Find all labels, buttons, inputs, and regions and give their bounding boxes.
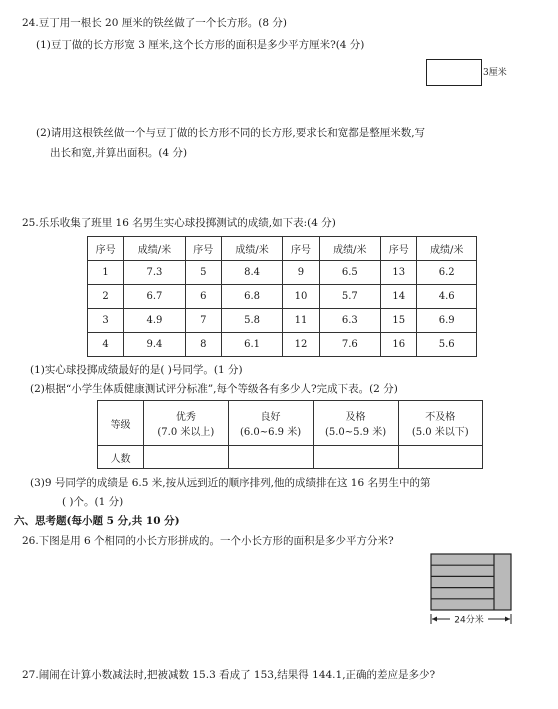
q24-part1: (1)豆丁做的长方形宽 3 厘米,这个长方形的面积是多少平方厘米?(4 分) — [36, 39, 365, 51]
table-cell: 4.6 — [417, 285, 477, 309]
table-cell: 3 — [88, 309, 124, 333]
grade-range: (5.0~5.9 米) — [324, 427, 387, 438]
grade-table — [97, 400, 483, 469]
q24-part2-line1: (2)请用这根铁丝做一个与豆丁做的长方形不同的长方形,要求长和宽都是整厘米数,写 — [36, 127, 426, 139]
section6-title: 六、思考题(每小题 5 分,共 10 分) — [14, 515, 180, 527]
grade-header-row — [98, 401, 483, 446]
q27-text: 27.闹闹在计算小数减法时,把被减数 15.3 看成了 153,结果得 144.1,正确的差应是多少? — [22, 669, 436, 681]
grade-name: 不及格 — [425, 412, 456, 423]
table-cell: 16 — [381, 333, 417, 357]
q24-title: 24.豆丁用一根长 20 厘米的铁丝做了一个长方形。(8 分) — [22, 17, 287, 29]
q25-part3-line2: ( )个。(1 分) — [62, 496, 124, 508]
grade-range: (7.0 米以上) — [157, 427, 215, 438]
grade-range: (6.0~6.9 米) — [239, 427, 302, 438]
count-input-fail[interactable] — [398, 446, 482, 469]
q26-dim-label: 24分米 — [454, 615, 484, 626]
table-cell: 11 — [283, 309, 319, 333]
table-header: 成绩/米 — [221, 237, 283, 261]
table-row — [88, 309, 477, 333]
table-cell: 2 — [88, 285, 124, 309]
grade-cell-excellent — [144, 401, 228, 446]
table-cell: 6 — [185, 285, 221, 309]
grade-name: 优秀 — [175, 412, 196, 423]
table-header: 序号 — [283, 237, 319, 261]
arrow-right-icon — [505, 617, 510, 622]
table-cell: 10 — [283, 285, 319, 309]
grade-cell-good — [228, 401, 313, 446]
table-cell: 15 — [381, 309, 417, 333]
table-cell: 6.1 — [221, 333, 283, 357]
count-row — [98, 446, 483, 469]
table-cell: 14 — [381, 285, 417, 309]
table-header: 成绩/米 — [417, 237, 477, 261]
table-header: 序号 — [381, 237, 417, 261]
table-cell: 12 — [283, 333, 319, 357]
table-cell: 5.7 — [319, 285, 381, 309]
score-table — [87, 236, 477, 357]
count-input-pass[interactable] — [313, 446, 398, 469]
table-cell: 8 — [185, 333, 221, 357]
table-cell: 9.4 — [124, 333, 186, 357]
grade-cell-pass — [313, 401, 398, 446]
grade-name: 及格 — [345, 412, 366, 423]
table-cell: 9 — [283, 261, 319, 285]
table-cell: 7.6 — [319, 333, 381, 357]
table-cell: 6.3 — [319, 309, 381, 333]
table-cell: 8.4 — [221, 261, 283, 285]
table-header-row — [88, 237, 477, 261]
table-cell: 4.9 — [124, 309, 186, 333]
grade-header-label: 等级 — [98, 401, 144, 446]
table-cell: 6.8 — [221, 285, 283, 309]
table-cell: 5.6 — [417, 333, 477, 357]
table-row — [88, 285, 477, 309]
table-cell: 6.7 — [124, 285, 186, 309]
table-cell: 4 — [88, 333, 124, 357]
q24-part2-line2: 出长和宽,并算出面积。(4 分) — [50, 147, 188, 159]
table-cell: 7 — [185, 309, 221, 333]
q25-part1: (1)实心球投掷成绩最好的是( )号同学。(1 分) — [30, 364, 243, 376]
table-cell: 1 — [88, 261, 124, 285]
table-cell: 7.3 — [124, 261, 186, 285]
grade-cell-fail — [398, 401, 482, 446]
table-cell: 6.2 — [417, 261, 477, 285]
figure-outline — [431, 554, 511, 610]
q26-rectangles-figure — [424, 552, 520, 632]
table-cell: 6.5 — [319, 261, 381, 285]
q26-text: 26.下图是用 6 个相同的小长方形拼成的。一个小长方形的面积是多少平方分米? — [22, 535, 394, 547]
grade-name: 良好 — [260, 412, 281, 423]
count-label: 人数 — [98, 446, 144, 469]
count-input-good[interactable] — [228, 446, 313, 469]
table-cell: 13 — [381, 261, 417, 285]
grade-range: (5.0 米以下) — [411, 427, 469, 438]
table-header: 序号 — [185, 237, 221, 261]
table-header: 成绩/米 — [319, 237, 381, 261]
q25-part3-line1: (3)9 号同学的成绩是 6.5 米,按从远到近的顺序排列,他的成绩排在这 16 名男生中的第 — [30, 477, 431, 489]
q25-part2: (2)根据“小学生体质健康测试评分标准”,每个等级各有多少人?完成下表。(2 分) — [30, 383, 398, 395]
count-input-excellent[interactable] — [144, 446, 228, 469]
table-cell: 5 — [185, 261, 221, 285]
q24-rectangle — [426, 59, 482, 86]
table-header: 成绩/米 — [124, 237, 186, 261]
table-cell: 5.8 — [221, 309, 283, 333]
table-row — [88, 261, 477, 285]
q25-title: 25.乐乐收集了班里 16 名男生实心球投掷测试的成绩,如下表:(4 分) — [22, 217, 336, 229]
table-row — [88, 333, 477, 357]
table-header: 序号 — [88, 237, 124, 261]
table-cell: 6.9 — [417, 309, 477, 333]
q24-rect-label: 3厘米 — [483, 68, 507, 78]
arrow-left-icon — [432, 617, 437, 622]
